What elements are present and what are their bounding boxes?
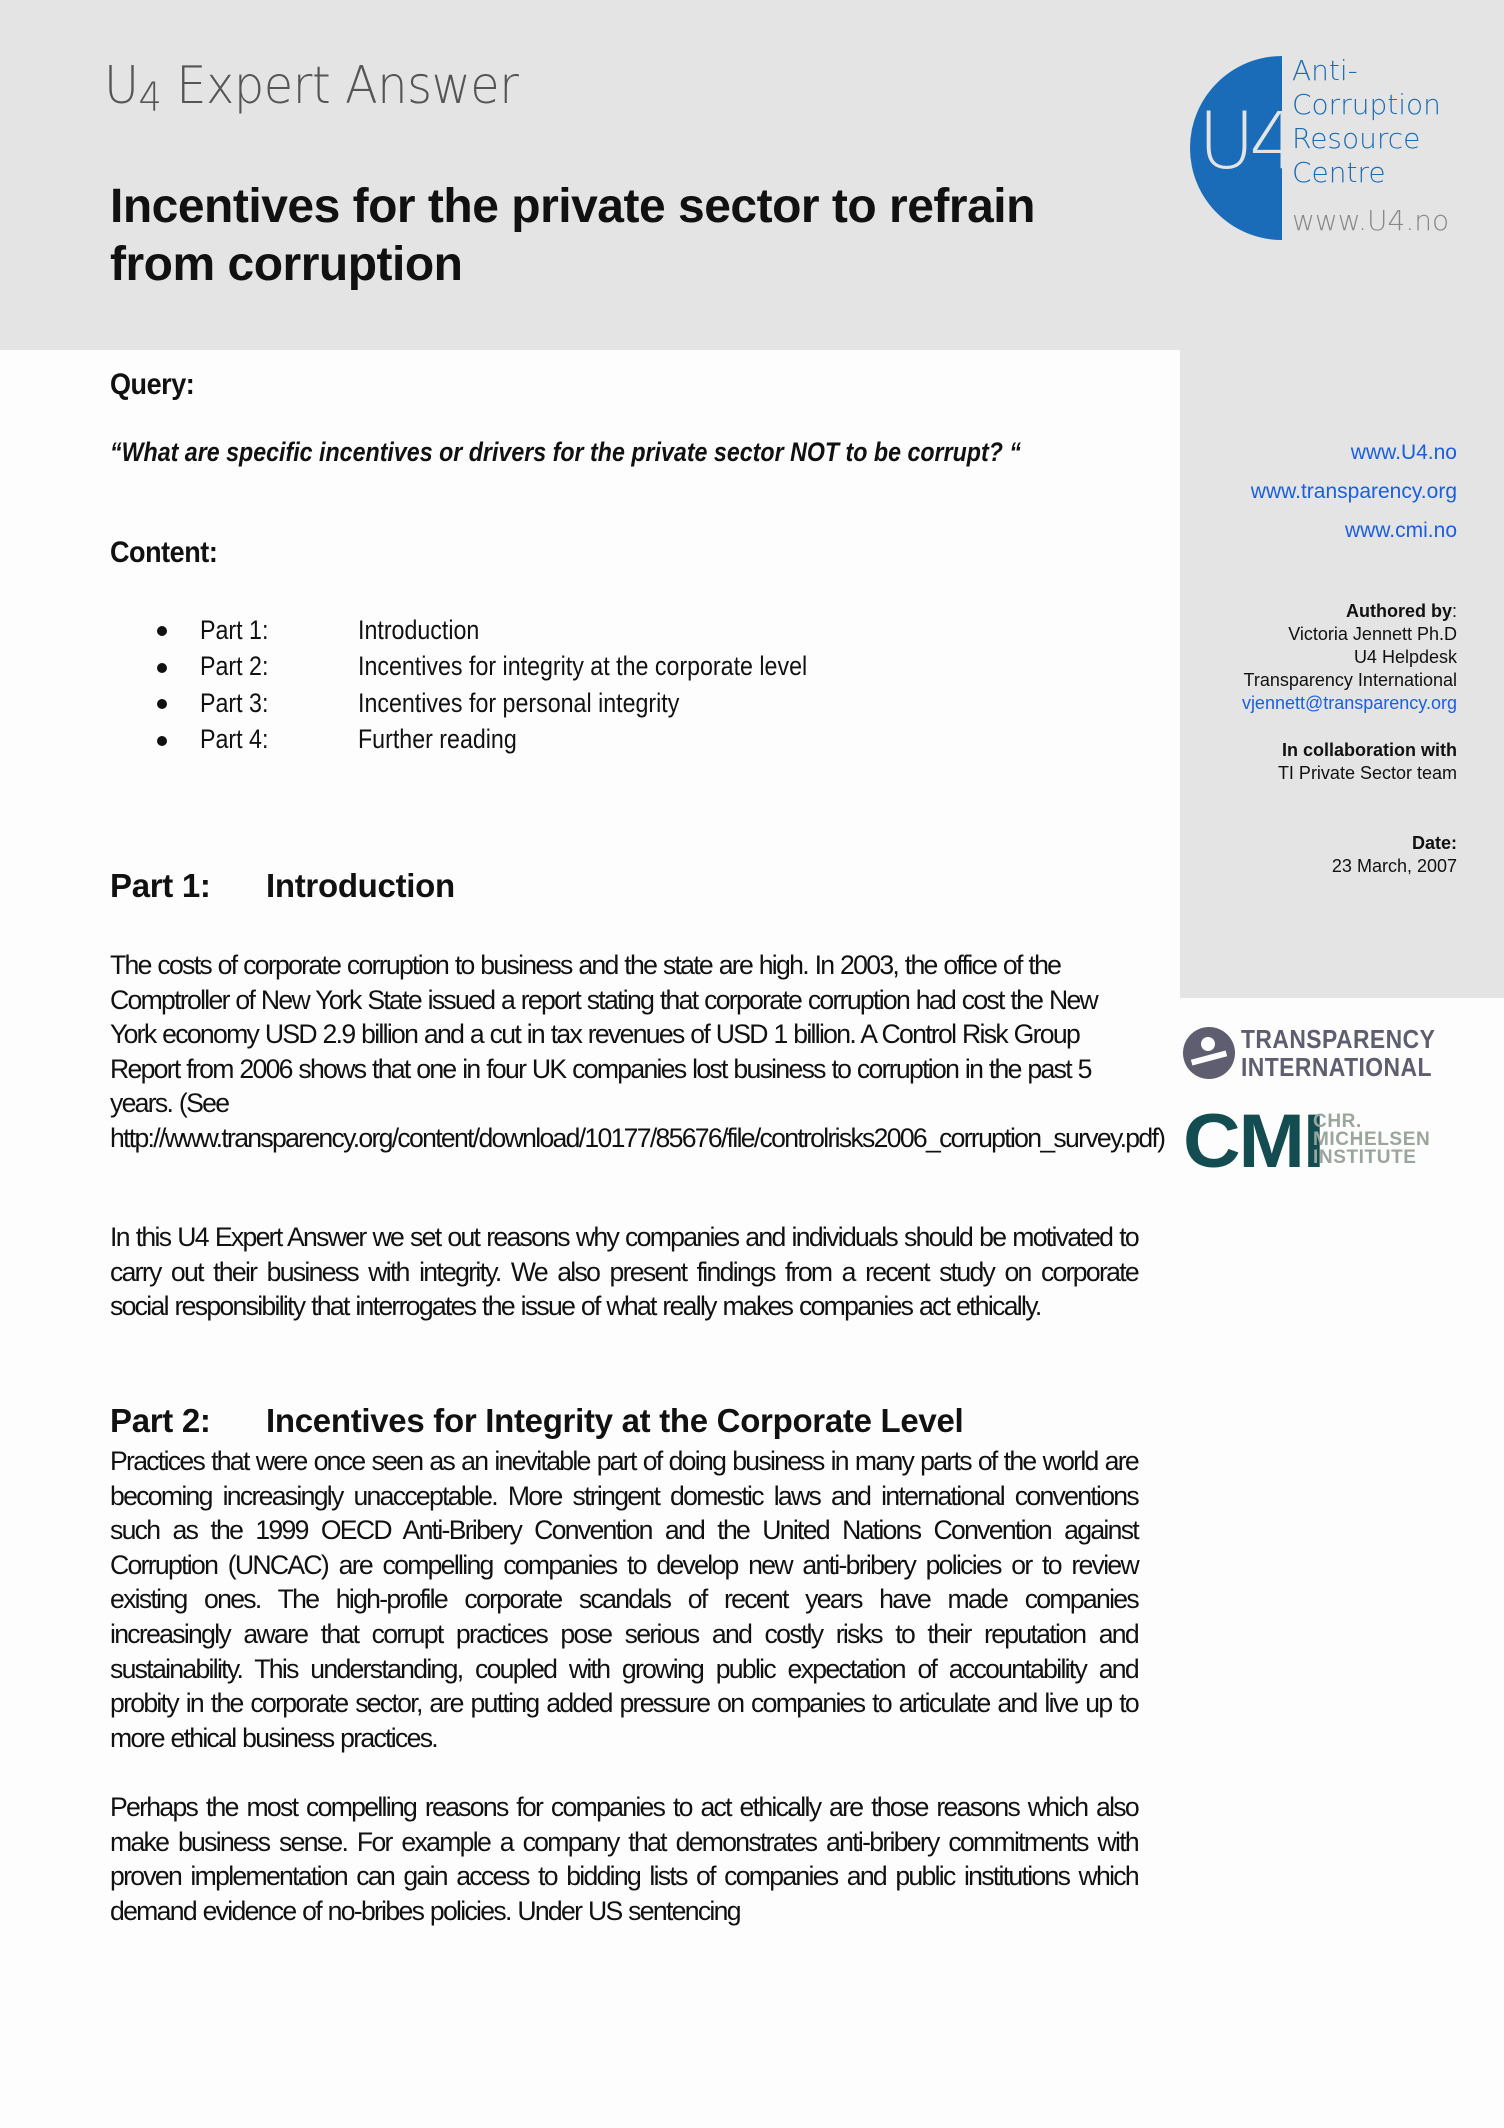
- toc-part-number: Part 4:: [200, 724, 269, 755]
- cmi-logo: [1183, 1099, 1483, 1184]
- cmi-line: INSTITUTE: [1313, 1147, 1417, 1168]
- toc-part-title: Incentives for personal integrity: [358, 687, 680, 718]
- series-title-u: U: [104, 56, 139, 116]
- series-title-rest: Expert Answer: [161, 56, 519, 116]
- date-value: 23 March, 2007: [1331, 856, 1457, 876]
- series-title: [104, 56, 519, 121]
- link-cmi[interactable]: www.cmi.no: [1344, 519, 1457, 542]
- query-text: “What are specific incentives or drivers for the private sector NOT to be corrupt? “: [110, 437, 1021, 467]
- link-u4[interactable]: www.U4.no: [1350, 441, 1457, 464]
- part2-title: Incentives for Integrity at the Corporate Level: [266, 1402, 964, 1439]
- u4-logo-url: www.U4.no: [1292, 204, 1450, 237]
- date-block: [1332, 832, 1457, 878]
- transparency-international-logo: [1183, 1024, 1453, 1087]
- ti-globe-icon: [1183, 1027, 1235, 1079]
- author-org-u4: U4 Helpdesk: [1353, 647, 1457, 667]
- bullet-icon: [157, 736, 167, 746]
- author-name: Victoria Jennett Ph.D: [1288, 624, 1457, 644]
- part2-heading: [110, 1402, 963, 1440]
- content-label: Content:: [110, 536, 218, 569]
- u4-logo: [1188, 56, 1488, 242]
- u4-logo-text: [1292, 54, 1441, 190]
- link-transparency[interactable]: www.transparency.org: [1250, 480, 1457, 503]
- author-email-link[interactable]: vjennett@transparency.org: [1241, 693, 1457, 713]
- toc-part-number: Part 2:: [200, 651, 269, 682]
- u4-logo-line: Centre: [1292, 156, 1386, 189]
- part1-heading: [110, 867, 455, 905]
- toc-item[interactable]: [150, 612, 950, 649]
- u4-logo-line: Resource: [1292, 122, 1421, 155]
- part1-paragraph-1: The costs of corporate corruption to business and the state are high. In 2003, the office of the Comptroller of New York State issued a report stating that corporate corruption had cost the New York economy USD 2.9 billion and a cut in tax revenues of USD 1 billion. A Control Risk Group Report from 2006 shows that one in four UK companies lost business to corruption in the past 5 years. (See http://www.transparency.org/content/download/10177/85676/file/controlrisks2006_corruption_survey.pdf): [110, 950, 1165, 1153]
- part2-paragraph-2: Perhaps the most compelling reasons for companies to act ethically are those reasons which also make business sense. For example a company that demonstrates anti-bribery commitments with proven implementation can gain access to bidding lists of companies and public institutions which demand evidence of no-bribes policies. Under US sentencing: [110, 1792, 1138, 1926]
- cmi-line: MICHELSEN: [1313, 1129, 1431, 1150]
- table-of-contents: [150, 612, 950, 758]
- series-title-4: 4: [138, 75, 162, 121]
- u4-logo-mark: U4: [1198, 97, 1293, 187]
- date-label: Date:: [1411, 833, 1457, 853]
- part2-number: Part 2:: [110, 1402, 211, 1439]
- cmi-logo-mark: CMI: [1183, 1099, 1323, 1184]
- toc-part-title: Incentives for integrity at the corporate level: [358, 651, 808, 682]
- collaboration-value: TI Private Sector team: [1277, 763, 1457, 783]
- authored-block: [1242, 600, 1457, 715]
- document-title: Incentives for the private sector to refrain from corruption: [110, 180, 1035, 291]
- ti-logo-text: [1241, 1025, 1435, 1081]
- authored-colon: :: [1451, 601, 1457, 621]
- bullet-icon: [157, 663, 167, 673]
- ti-line: INTERNATIONAL: [1241, 1052, 1432, 1082]
- part1-title: Introduction: [266, 867, 455, 904]
- author-org-ti: Transparency International: [1243, 670, 1457, 690]
- query-label: Query:: [110, 368, 195, 401]
- authored-label: Authored by: [1345, 601, 1452, 621]
- cmi-line: CHR.: [1313, 1111, 1362, 1132]
- cmi-logo-text: [1313, 1113, 1430, 1167]
- part1-number: Part 1:: [110, 867, 211, 904]
- bullet-icon: [157, 699, 167, 709]
- ti-line: TRANSPARENCY: [1241, 1024, 1436, 1054]
- bullet-icon: [157, 626, 167, 636]
- toc-item[interactable]: [150, 649, 950, 686]
- toc-part-number: Part 3:: [200, 687, 269, 718]
- toc-part-title: Introduction: [358, 614, 480, 645]
- part2-paragraph-1: Practices that were once seen as an inevitable part of doing business in many parts of the world are becoming increasingly unacceptable. More stringent domestic laws and international conventions such as the 1999 OECD Anti-Bribery Convention and the United Nations Convention against Corruption (UNCAC) are compelling companies to develop new anti-bribery policies or to review existing ones. The high-profile corporate scandals of recent years have made companies increasingly aware that corrupt practices pose serious and costly risks to their reputation and sustainability. This understanding, coupled with growing public expectation of accountability and probity in the corporate sector, are putting added pressure on companies to articulate and live up to more ethical business practices.: [110, 1446, 1138, 1753]
- u4-logo-line: Anti-: [1292, 54, 1358, 87]
- u4-logo-line: Corruption: [1292, 88, 1441, 121]
- collaboration-block: [1278, 739, 1457, 785]
- part1-paragraph-2: In this U4 Expert Answer we set out reasons why companies and individuals should be motivated to carry out their business with integrity. We also present findings from a recent study on corporate social responsibility that interrogates the issue of what really makes companies act ethically.: [110, 1222, 1138, 1322]
- toc-item[interactable]: [150, 722, 950, 759]
- sidebar-links: [1251, 433, 1457, 550]
- collaboration-label: In collaboration with: [1282, 740, 1457, 760]
- toc-part-number: Part 1:: [200, 614, 269, 645]
- toc-item[interactable]: [150, 685, 950, 722]
- toc-part-title: Further reading: [358, 724, 517, 755]
